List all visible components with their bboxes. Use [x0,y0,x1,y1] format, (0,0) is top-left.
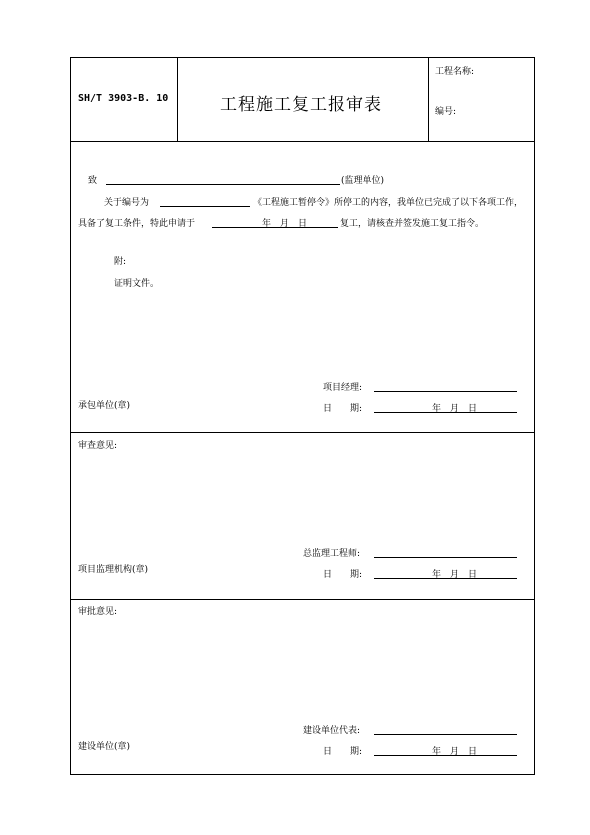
form-frame [70,57,535,775]
header-divider-left [177,57,178,142]
section2-date-label: 日 期: [323,570,363,580]
owner-rep-field[interactable] [374,734,517,735]
form-code: SH/T 3903-B. 10 [78,93,169,104]
section1-date-value: 年 月 日 [432,404,478,414]
header-divider-right [428,57,429,142]
section1-bottom-line [70,432,535,433]
project-manager-field[interactable] [374,391,517,392]
supervisor-unit-field[interactable] [106,184,340,185]
form-title: 工程施工复工报审表 [220,95,382,115]
resume-date-text: 年 月 日 [262,219,308,229]
section2-bottom-line [70,599,535,600]
stop-order-text: 《工程施工暂停令》所停工的内容，我单位已完成了以下各项工作， [253,198,524,208]
chief-engineer-label: 总监理工程师: [303,549,361,559]
owner-rep-label: 建设单位代表: [303,726,361,736]
supervisor-unit-label: (监理单位) [341,176,385,186]
owner-seal-label: 建设单位(章) [78,742,131,752]
certificates-label: 证明文件。 [114,279,160,289]
section3-date-value: 年 月 日 [432,747,478,757]
section3-date-label: 日 期: [323,747,363,757]
section1-date-label: 日 期: [323,404,363,414]
to-label: 致 [88,176,98,186]
project-manager-label: 项目经理: [323,383,363,393]
supervision-org-seal-label: 项目监理机构(章) [78,565,149,575]
order-number-field[interactable] [160,206,250,207]
resume-text: 复工，请核查并签发施工复工指令。 [340,219,485,229]
chief-engineer-field[interactable] [374,557,517,558]
attached-label: 附: [114,257,127,267]
number-label: 编号: [435,107,457,117]
review-opinion-label: 审查意见: [78,441,118,451]
about-number-text: 关于编号为 [104,198,150,208]
section2-date-value: 年 月 日 [432,570,478,580]
header-bottom-line [70,141,535,142]
contractor-seal-label: 承包单位(章) [78,401,131,411]
conditions-text: 具备了复工条件，特此申请于 [78,219,196,229]
project-name-label: 工程名称: [435,67,475,77]
approval-opinion-label: 审批意见: [78,607,118,617]
